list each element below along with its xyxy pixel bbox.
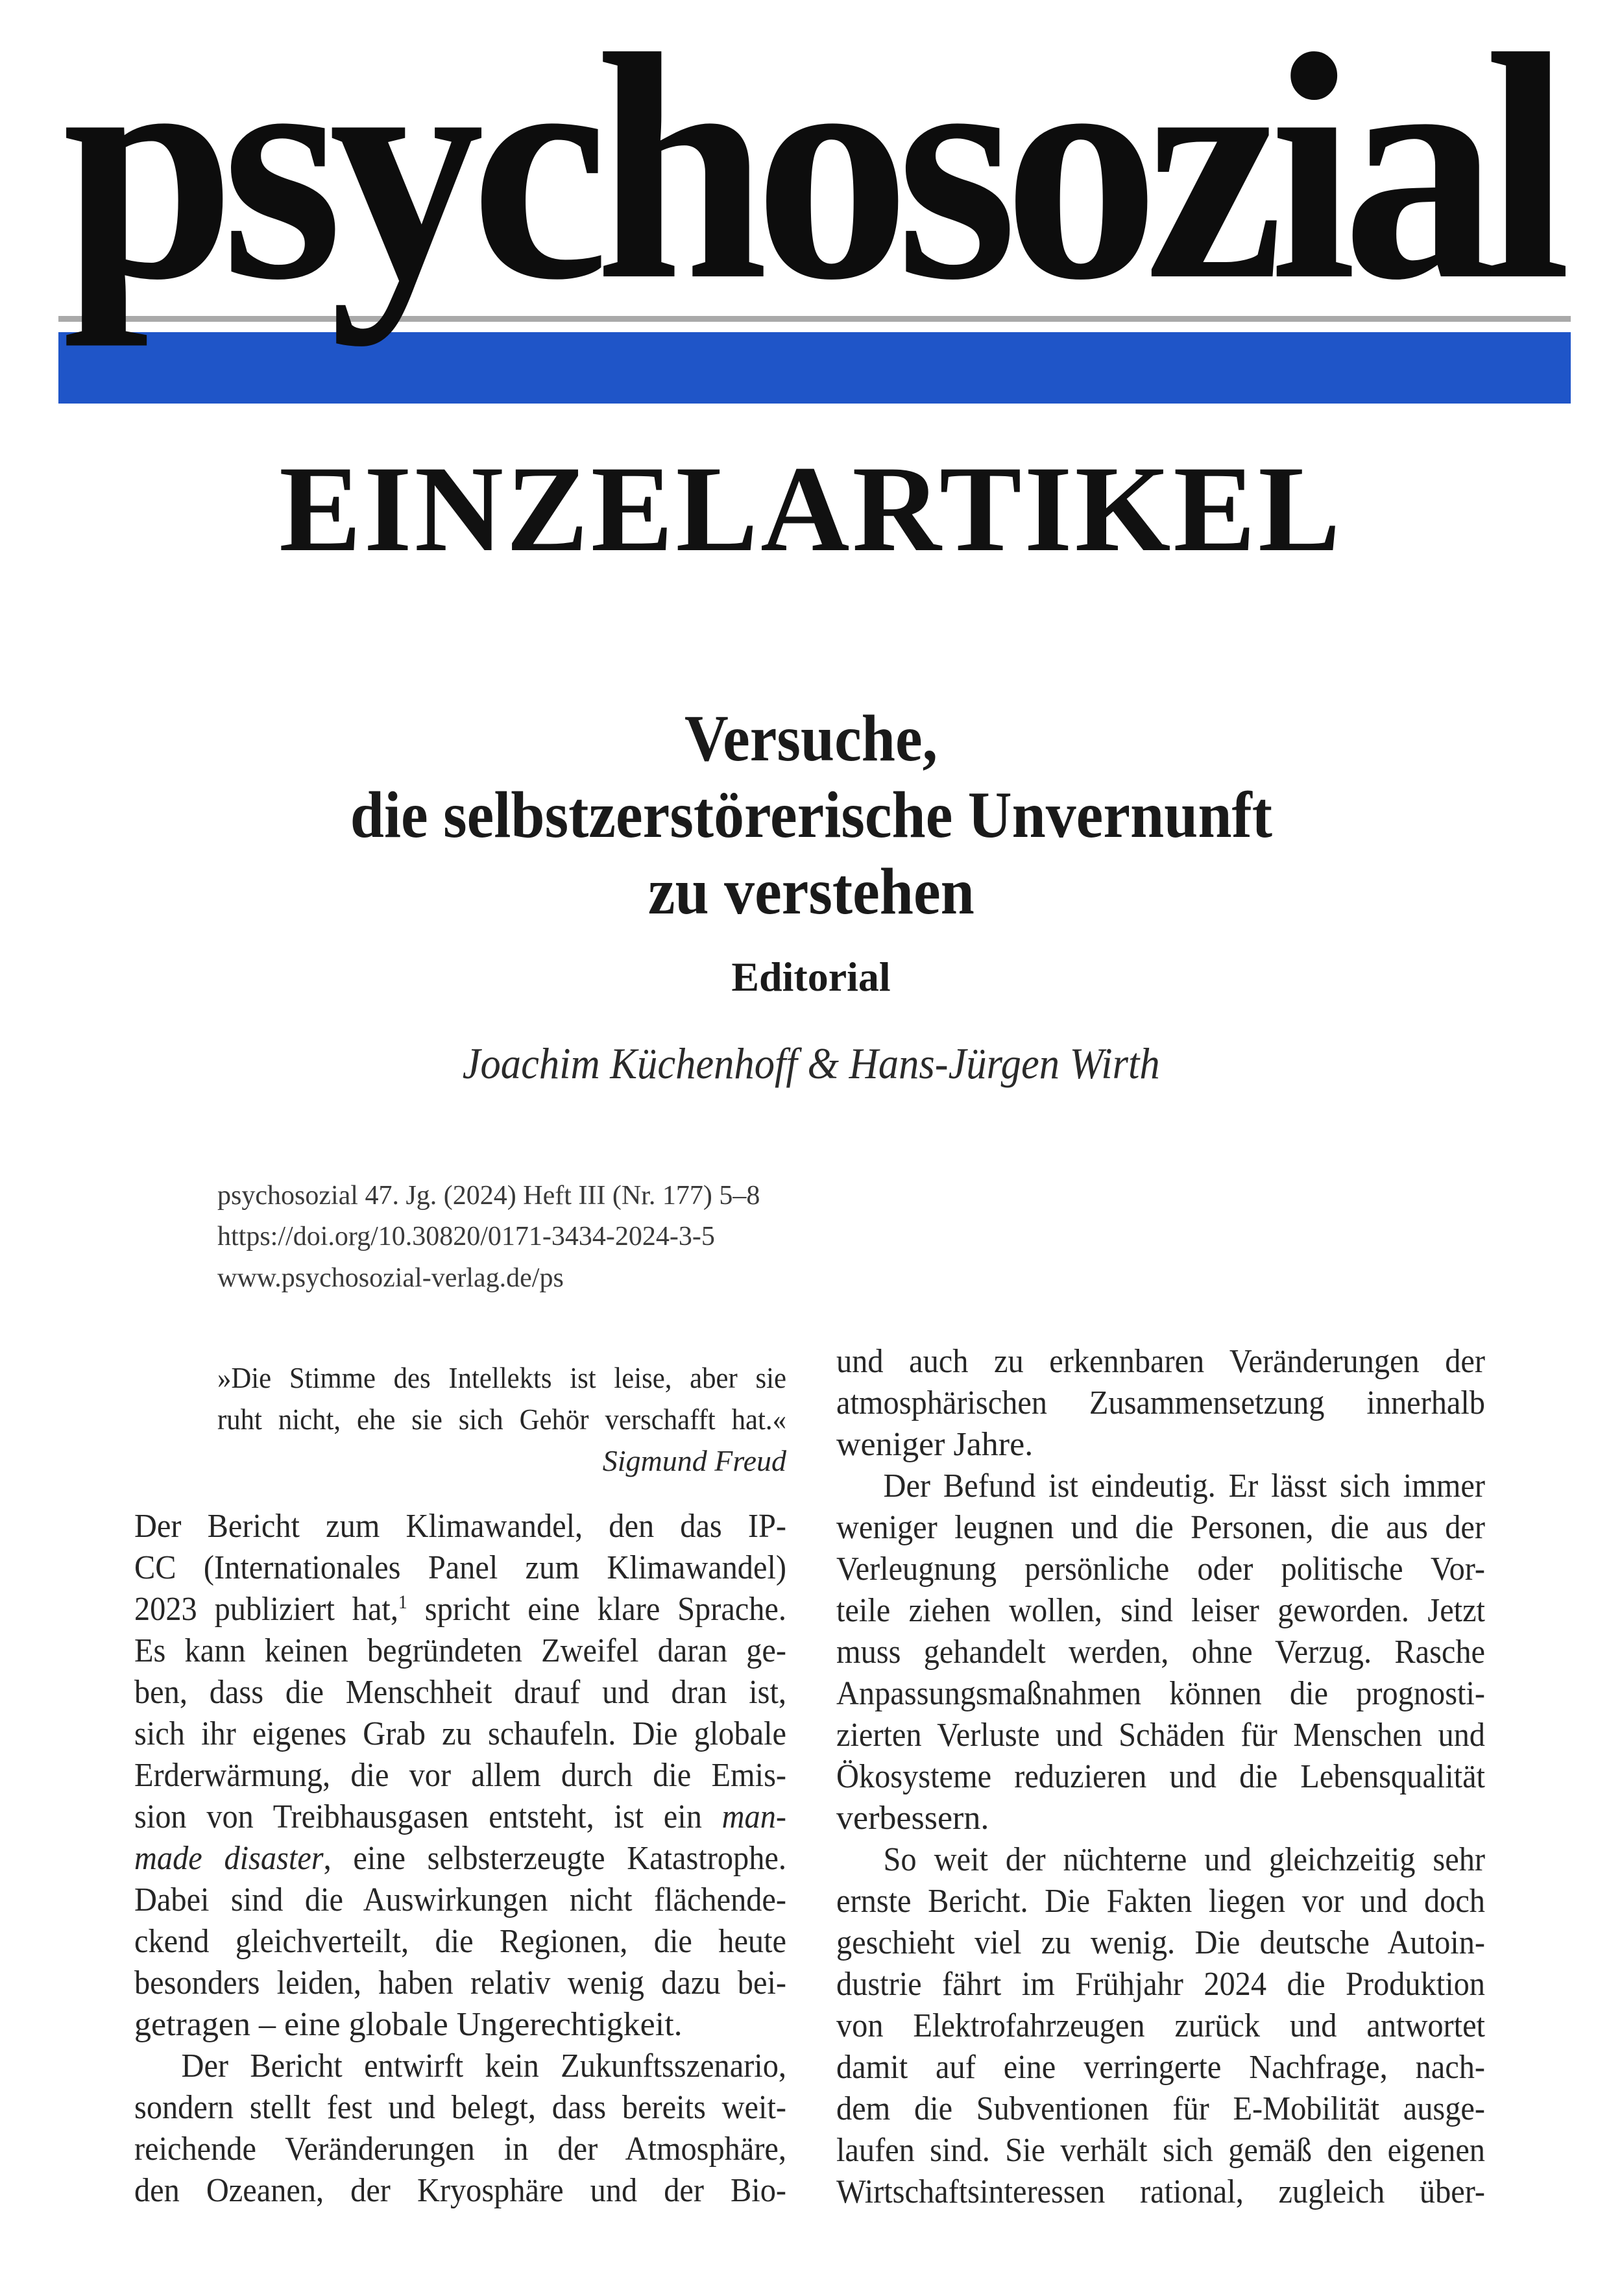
epigraph-line bbox=[217, 1357, 786, 1399]
body-line-text bbox=[134, 1796, 786, 1838]
body-line-text: und auch zu erkennbaren Veränderungen der bbox=[836, 1343, 1485, 1380]
body-line-text bbox=[134, 1672, 786, 1713]
epigraph-line bbox=[217, 1399, 786, 1440]
attribution-text: Sigmund Freud bbox=[602, 1444, 786, 1477]
body-line-text bbox=[134, 1506, 786, 1547]
body-line bbox=[134, 1921, 786, 1963]
body-line bbox=[134, 1589, 786, 1630]
body-line-text: von Elektrofahrzeugen zurück und antwortet bbox=[836, 2007, 1485, 2044]
body-line-text: Verleugnung persönliche oder politische Vor- bbox=[836, 1551, 1485, 1588]
body-line bbox=[836, 1590, 1485, 1632]
text-segment: getragen – eine globale Ungerechtigkeit. bbox=[134, 2006, 683, 2043]
body-line-text: zierten Verluste und Schäden für Menschen und bbox=[836, 1717, 1485, 1754]
body-line bbox=[134, 1796, 786, 1838]
body-line bbox=[134, 1963, 786, 2004]
body-line-text bbox=[134, 1547, 786, 1589]
body-line-text bbox=[134, 2170, 786, 2212]
body-line bbox=[836, 1341, 1485, 1383]
body-line bbox=[836, 2005, 1485, 2047]
body-line-text bbox=[134, 1630, 786, 1672]
body-line-text bbox=[134, 1921, 786, 1963]
doi-link[interactable]: https://doi.org/10.30820/0171-3434-2024-3-5 bbox=[217, 1222, 715, 1251]
body-line bbox=[836, 1632, 1485, 1673]
article-title-line-2 bbox=[0, 779, 1622, 852]
body-line bbox=[134, 2004, 786, 2046]
body-line bbox=[134, 1630, 786, 1672]
article-authors bbox=[0, 1039, 1622, 1088]
body-line-text: Ökosysteme reduzieren und die Lebensqualität bbox=[836, 1758, 1485, 1795]
italic-text: made disaster bbox=[134, 1840, 324, 1877]
text-segment: , eine selbsterzeugte Katastrophe. bbox=[323, 1840, 786, 1877]
text-segment: den Ozeanen, der Kryosphäre und der Bio- bbox=[134, 2172, 786, 2209]
body-line-text: dem die Subventionen für E-Mobilität ausge- bbox=[836, 2090, 1485, 2127]
body-line-text: laufen sind. Sie verhält sich gemäß den eigenen bbox=[836, 2132, 1485, 2169]
body-line-text bbox=[134, 1755, 786, 1796]
text-segment: ben, dass die Menschheit drauf und dran ist, bbox=[134, 1674, 786, 1711]
body-line bbox=[836, 1424, 1485, 1466]
body-line-text: dustrie fährt im Frühjahr 2024 die Produktion bbox=[836, 1966, 1485, 2003]
text-segment: Der Bericht entwirft kein Zukunftsszenario, bbox=[181, 2048, 786, 2085]
body-line bbox=[134, 1713, 786, 1755]
text-segment: besonders leiden, haben relativ wenig dazu bei- bbox=[134, 1964, 786, 2001]
title-text: die selbstzerstörerische Unvernunft bbox=[350, 779, 1272, 852]
body-line-text: weniger leugnen und die Personen, die aus der bbox=[836, 1509, 1485, 1546]
article-title-line-3 bbox=[0, 855, 1622, 928]
body-line-text bbox=[134, 2046, 786, 2087]
article-subtitle: Editorial bbox=[731, 954, 891, 1000]
text-segment: spricht eine klare Sprache. bbox=[407, 1591, 786, 1628]
body-line bbox=[836, 1839, 1485, 1881]
body-line-text bbox=[134, 1879, 786, 1921]
text-segment: sich ihr eigenes Grab zu schaufeln. Die globale bbox=[134, 1715, 786, 1752]
body-line bbox=[134, 2087, 786, 2129]
body-line-text: verbessern. bbox=[836, 1800, 989, 1837]
body-line bbox=[836, 1466, 1485, 1507]
epigraph-text: ruht nicht, ehe sie sich Gehör verschafft hat.« bbox=[217, 1403, 786, 1436]
body-line-text bbox=[134, 1963, 786, 2004]
body-line bbox=[134, 2129, 786, 2170]
body-line-text: damit auf eine verringerte Nachfrage, nach- bbox=[836, 2049, 1485, 2086]
body-line bbox=[134, 1547, 786, 1589]
body-line bbox=[134, 1838, 786, 1879]
body-line bbox=[134, 1506, 786, 1547]
epigraph-attribution bbox=[217, 1440, 786, 1482]
body-line-text: Anpassungsmaßnahmen können die prognosti- bbox=[836, 1675, 1485, 1712]
journal-logo-text: psychosozial bbox=[62, 0, 1557, 347]
body-line-text: weniger Jahre. bbox=[836, 1426, 1034, 1463]
citation-line: psychosozial 47. Jg. (2024) Heft III (Nr. 177) 5–8 bbox=[217, 1181, 760, 1211]
body-line-text bbox=[134, 1713, 786, 1755]
authors-text: Joachim Küchenhoff & Hans-Jürgen Wirth bbox=[462, 1039, 1160, 1088]
body-line bbox=[134, 2046, 786, 2087]
body-line bbox=[836, 1507, 1485, 1549]
body-line bbox=[836, 1964, 1485, 2005]
epigraph-text: »Die Stimme des Intellekts ist leise, aber sie bbox=[217, 1361, 786, 1394]
journal-logo bbox=[62, 0, 1557, 369]
publisher-url[interactable]: www.psychosozial-verlag.de/ps bbox=[217, 1263, 564, 1293]
text-segment: reichende Veränderungen in der Atmosphäre, bbox=[134, 2131, 786, 2168]
body-line bbox=[836, 2047, 1485, 2088]
body-line bbox=[134, 1755, 786, 1796]
body-line bbox=[836, 1673, 1485, 1715]
body-line-text: muss gehandelt werden, ohne Verzug. Rasche bbox=[836, 1634, 1485, 1671]
body-line-text bbox=[134, 1589, 786, 1630]
text-segment: 2023 publiziert hat, bbox=[134, 1591, 398, 1628]
body-line-text bbox=[134, 2129, 786, 2170]
body-line bbox=[836, 1922, 1485, 1964]
body-line-text: ernste Bericht. Die Fakten liegen vor und doch bbox=[836, 1883, 1485, 1920]
body-line bbox=[836, 1715, 1485, 1756]
body-line-text bbox=[134, 2087, 786, 2129]
body-line-text: atmosphärischen Zusammensetzung innerhalb bbox=[836, 1384, 1485, 1421]
body-line-text: Wirtschaftsinteressen rational, zugleich über- bbox=[836, 2173, 1485, 2210]
text-segment: sion von Treibhausgasen entsteht, ist ein bbox=[134, 1798, 722, 1835]
text-segment: CC (Internationales Panel zum Klimawandel) bbox=[134, 1549, 786, 1586]
text-segment: ckend gleichverteilt, die Regionen, die heute bbox=[134, 1923, 786, 1960]
body-line-text: So weit der nüchterne und gleichzeitig sehr bbox=[883, 1841, 1485, 1878]
article-title-line-1 bbox=[0, 702, 1622, 775]
title-text: Versuche, bbox=[684, 702, 938, 775]
text-segment: Es kann keinen begründeten Zweifel daran ge- bbox=[134, 1632, 786, 1669]
text-segment: Der Bericht zum Klimawandel, den das IP- bbox=[134, 1508, 786, 1545]
body-line bbox=[134, 2170, 786, 2212]
body-line-text bbox=[134, 2004, 786, 2046]
body-line bbox=[836, 2171, 1485, 2213]
footnote-marker[interactable]: 1 bbox=[398, 1591, 407, 1613]
body-line-text: geschieht viel zu wenig. Die deutsche Autoin- bbox=[836, 1924, 1485, 1961]
text-segment: Dabei sind die Auswirkungen nicht flächende- bbox=[134, 1881, 786, 1918]
body-line-text bbox=[134, 1838, 786, 1879]
body-line bbox=[836, 1881, 1485, 1922]
body-line-text: teile ziehen wollen, sind leiser geworden. Jetzt bbox=[836, 1592, 1485, 1629]
italic-text: man- bbox=[721, 1798, 786, 1835]
body-line bbox=[134, 1672, 786, 1713]
body-line bbox=[836, 2130, 1485, 2171]
section-label: EINZELARTIKEL bbox=[279, 441, 1343, 577]
body-line bbox=[836, 1383, 1485, 1424]
text-segment: sondern stellt fest und belegt, dass bereits weit- bbox=[134, 2089, 786, 2126]
body-line bbox=[134, 1879, 786, 1921]
body-line-text: Der Befund ist eindeutig. Er lässt sich immer bbox=[883, 1468, 1485, 1504]
body-line bbox=[836, 1549, 1485, 1590]
text-segment: Erderwärmung, die vor allem durch die Emis- bbox=[134, 1757, 786, 1794]
body-line bbox=[836, 1798, 1485, 1839]
title-text: zu verstehen bbox=[648, 855, 974, 928]
body-line bbox=[836, 2088, 1485, 2130]
body-line bbox=[836, 1756, 1485, 1798]
